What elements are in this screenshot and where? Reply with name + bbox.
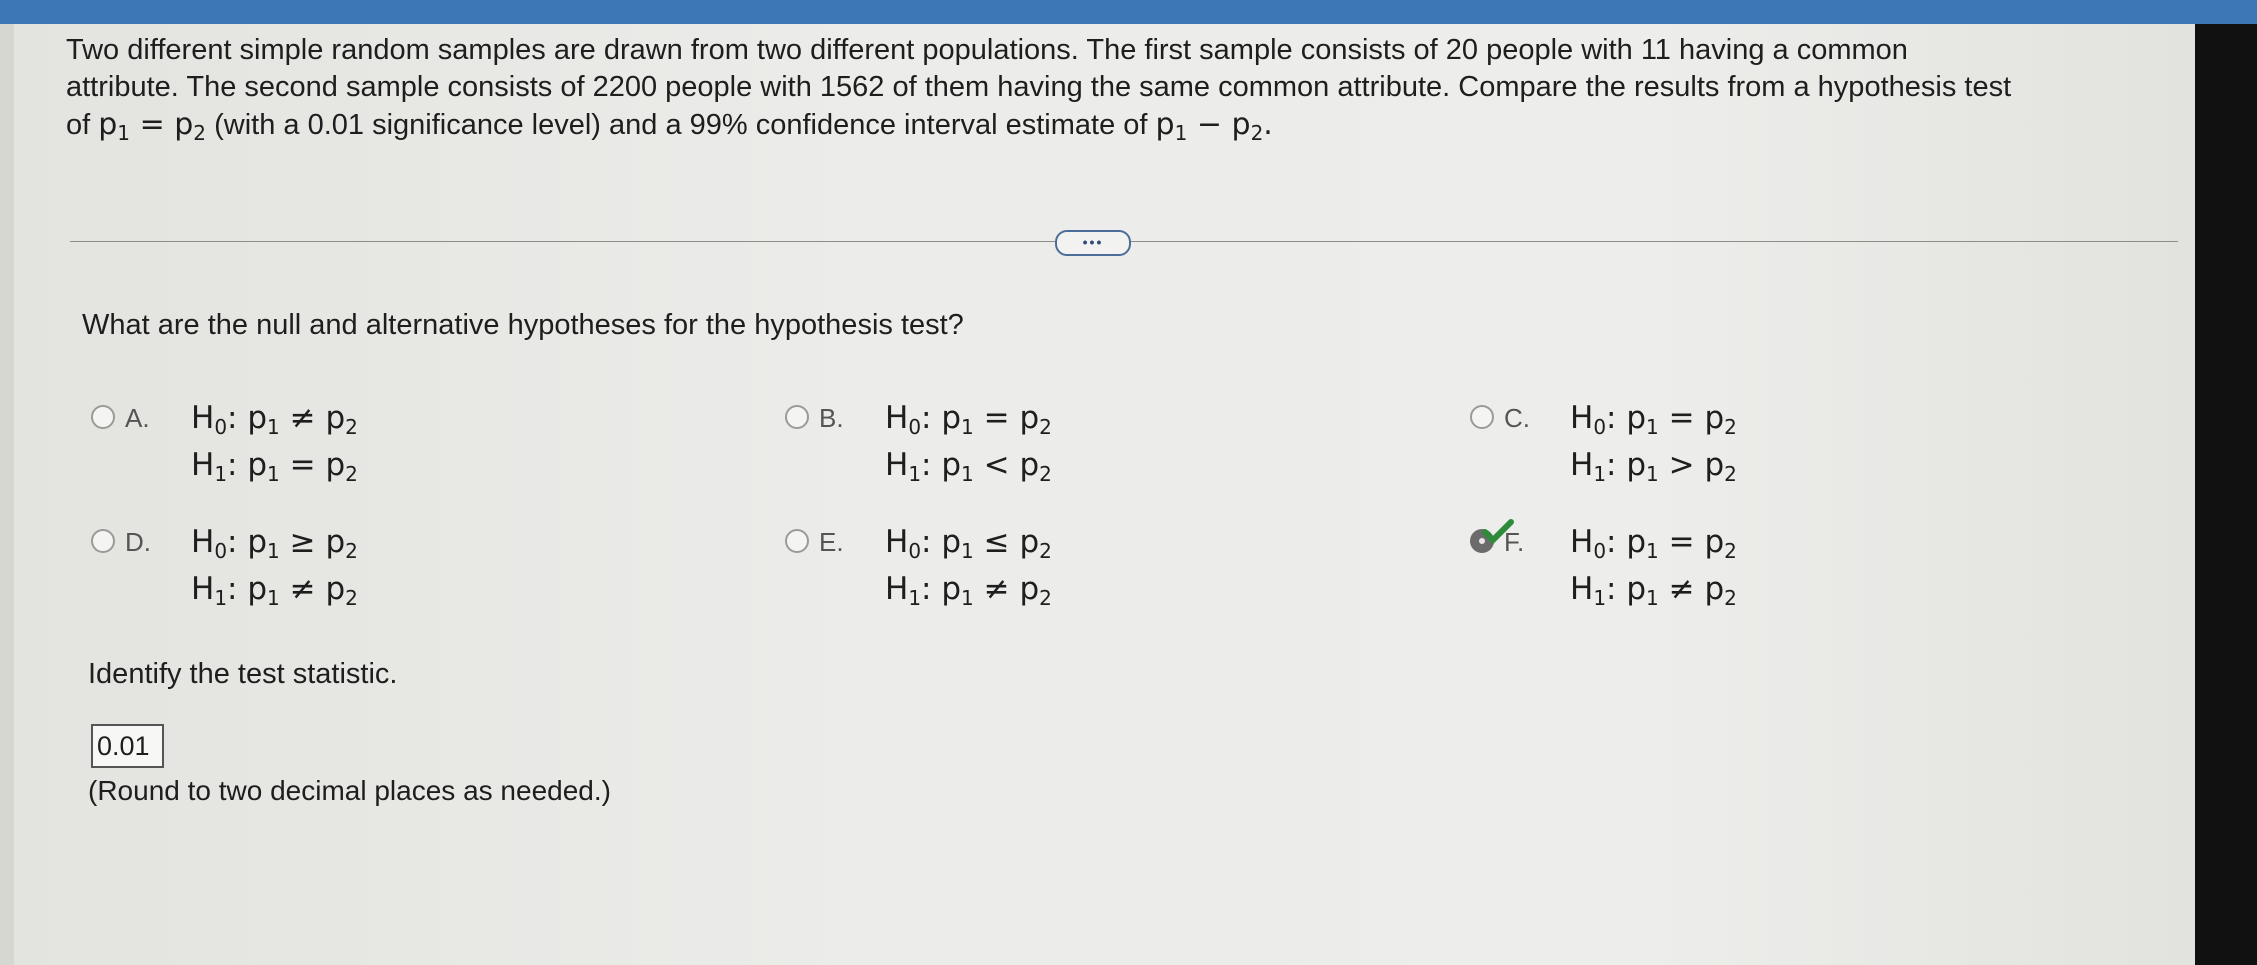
- radio-button[interactable]: [91, 529, 115, 553]
- option-letter: E.: [819, 527, 844, 557]
- rounding-note: (Round to two decimal places as needed.): [88, 775, 611, 806]
- null-hypothesis: $H_0$: $p_1 \ne p_2$: [191, 400, 358, 439]
- radio-button[interactable]: [785, 529, 809, 553]
- radio-button[interactable]: [1470, 405, 1494, 429]
- option-letter: C.: [1504, 403, 1530, 433]
- equation-p1-equals-p2: $p_1 = p_2$: [98, 107, 207, 145]
- alternative-hypothesis: $H_1$: $p_1 \ne p_2$: [885, 571, 1052, 610]
- null-hypothesis: $H_0$: $p_1 = p_2$: [1570, 524, 1737, 563]
- problem-line-2: attribute. The second sample consists of 2200 people with 1562 of them having the same common attribute. Compare the results from a hypothesis test: [66, 71, 2012, 103]
- option-c[interactable]: [1470, 400, 1970, 510]
- option-f[interactable]: [1470, 524, 1970, 634]
- test-statistic-input[interactable]: 0.01: [91, 724, 164, 768]
- question-hypotheses: What are the null and alternative hypotheses for the hypothesis test?: [82, 309, 964, 341]
- top-bar: [0, 0, 2257, 24]
- null-hypothesis: $H_0$: $p_1 = p_2$: [1570, 400, 1737, 439]
- alternative-hypothesis: $H_1$: $p_1 \ne p_2$: [191, 571, 358, 610]
- option-letter: F.: [1504, 527, 1525, 557]
- question-test-statistic: Identify the test statistic.: [88, 658, 398, 690]
- option-letter: A.: [125, 403, 150, 433]
- option-a[interactable]: [91, 400, 591, 510]
- problem-statement: [66, 32, 2196, 152]
- problem-line-3: [66, 106, 2196, 152]
- problem-text: of: [66, 109, 91, 141]
- null-hypothesis: $H_0$: $p_1 \le p_2$: [885, 524, 1052, 563]
- alternative-hypothesis: $H_1$: $p_1 = p_2$: [191, 447, 358, 486]
- option-b[interactable]: [785, 400, 1285, 510]
- left-edge: [0, 24, 14, 965]
- more-button[interactable]: •••: [1055, 230, 1131, 256]
- radio-button[interactable]: [785, 405, 809, 429]
- option-e[interactable]: [785, 524, 1285, 634]
- option-d[interactable]: [91, 524, 591, 634]
- problem-text: (with a 0.01 significance level) and a 99% confidence interval estimate of: [214, 109, 1148, 141]
- alternative-hypothesis: $H_1$: $p_1 > p_2$: [1570, 447, 1737, 486]
- expression-p1-minus-p2: $p_1 - p_2$.: [1155, 107, 1273, 145]
- null-hypothesis: $H_0$: $p_1 \ge p_2$: [191, 524, 358, 563]
- null-hypothesis: $H_0$: $p_1 = p_2$: [885, 400, 1052, 439]
- alternative-hypothesis: $H_1$: $p_1 < p_2$: [885, 447, 1052, 486]
- right-edge: [2195, 24, 2257, 965]
- option-letter: B.: [819, 403, 844, 433]
- radio-button[interactable]: [91, 405, 115, 429]
- problem-line-1: Two different simple random samples are drawn from two different populations. The first sample consists of 20 people with 11 having a common: [66, 34, 1908, 66]
- option-letter: D.: [125, 527, 151, 557]
- alternative-hypothesis: $H_1$: $p_1 \ne p_2$: [1570, 571, 1737, 610]
